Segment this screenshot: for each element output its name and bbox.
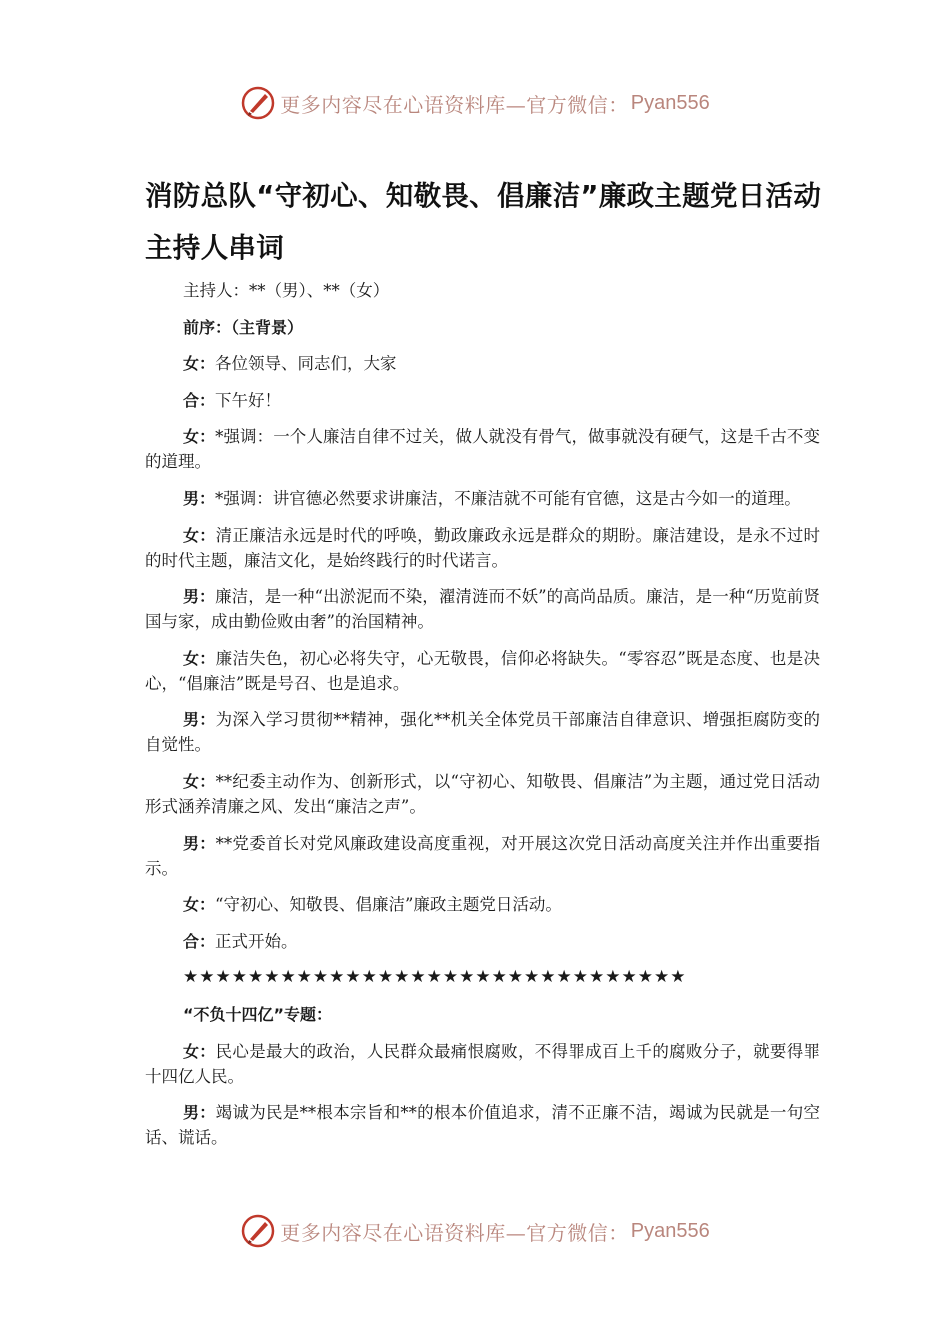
line-text: **纪委主动作为、创新形式，以“守初心、知敬畏、倡廉洁”为主题，通过党日活动形式涵养清廉之风、发出“廉洁之声”。 [145,771,820,816]
line-text: **党委首长对党风廉政建设高度重视，对开展这次党日活动高度关注并作出重要指示。 [145,833,820,878]
banner-wechat-id: Pyan556 [630,91,710,114]
dialogue-line [145,584,820,634]
line-text: 廉洁，是一种“出淤泥而不染，濯清涟而不妖”的高尚品质。廉洁，是一种“历览前贤国与家，成由勤俭败由奢”的治国精神。 [145,587,820,632]
dialogue-line [145,486,820,511]
dialogue-line [145,388,820,413]
preface-heading: 前序：（主背景） [183,317,304,337]
dialogue-line [145,424,820,474]
speaker-label: 男： [183,710,216,730]
speaker-label: 女： [183,427,216,447]
line-text: 下午好！ [215,390,282,410]
banner-text: 更多内容尽在心语资料库—官方微信： [280,1220,629,1245]
speaker-label: 女： [183,525,216,545]
dialogue-line [145,351,820,376]
banner-wechat-id: Pyan556 [630,1219,710,1242]
dialogue-line [145,523,820,573]
speaker-label: 男： [183,587,216,607]
document-title: 消防总队“守初心、知敬畏、倡廉洁”廉政主题党日活动主持人串词 [145,180,822,264]
banner-text: 更多内容尽在心语资料库—官方微信： [280,92,629,117]
document-body [145,278,820,1162]
dialogue-part-1 [145,351,820,954]
header-banner [0,78,950,128]
line-text: 清正廉洁永远是时代的呼唤，勤政廉政永远是群众的期盼。廉洁建设，是永不过时的时代主题，廉洁文化，是始终践行的时代诺言。 [145,525,820,570]
line-text: 竭诚为民是**根本宗旨和**的根本价值追求，清不正廉不洁，竭诚为民就是一句空话、谎话。 [145,1103,820,1148]
speaker-label: 合： [183,390,216,410]
dialogue-line [145,929,820,954]
line-text: “守初心、知敬畏、倡廉洁”廉政主题党日活动。 [215,895,562,915]
line-text: *强调：一个人廉洁自律不过关，做人就没有骨气，做事就没有硬气，这是千古不变的道理。 [145,427,820,472]
line-text: 廉洁失色，初心必将失守，心无敬畏，信仰必将缺失。“零容忍”既是态度、也是决心，“倡廉洁”既是号召、也是追求。 [145,648,820,693]
speaker-label: 男： [183,1103,216,1123]
speaker-label: 男： [183,488,216,508]
dialogue-part-2 [145,1039,820,1151]
dialogue-line [145,707,820,757]
dialogue-line [145,769,820,819]
star-divider: ★★★★★★★★★★★★★★★★★★★★★★★★★★★★★★★ [183,967,687,988]
line-text: *强调：讲官德必然要求讲廉洁，不廉洁就不可能有官德，这是古今如一的道理。 [215,488,801,508]
speaker-label: 女： [183,1041,216,1061]
speaker-label: 女： [183,895,216,915]
speaker-label: 合： [183,931,216,951]
logo-icon [240,85,276,121]
line-text: 民心是最大的政治，人民群众最痛恨腐败，不得罪成百上千的腐败分子，就要得罪十四亿人民。 [145,1041,820,1086]
dialogue-line [145,1100,820,1150]
line-text: 各位领导、同志们，大家 [215,354,397,374]
line-text: 正式开始。 [215,931,298,951]
dialogue-line [145,1039,820,1089]
dialogue-line [145,646,820,696]
speaker-label: 女： [183,771,216,791]
hosts-line: 主持人：**（男）、**（女） [183,281,390,300]
dialogue-line [145,892,820,917]
logo-icon [240,1213,276,1249]
speaker-label: 女： [183,354,216,374]
speaker-label: 男： [183,833,216,853]
section-heading: “不负十四亿”专题： [183,1004,333,1024]
speaker-label: 女： [183,648,216,668]
footer-banner [0,1206,950,1256]
dialogue-line [145,831,820,881]
line-text: 为深入学习贯彻**精神，强化**机关全体党员干部廉洁自律意识、增强拒腐防变的自觉性。 [145,710,820,755]
